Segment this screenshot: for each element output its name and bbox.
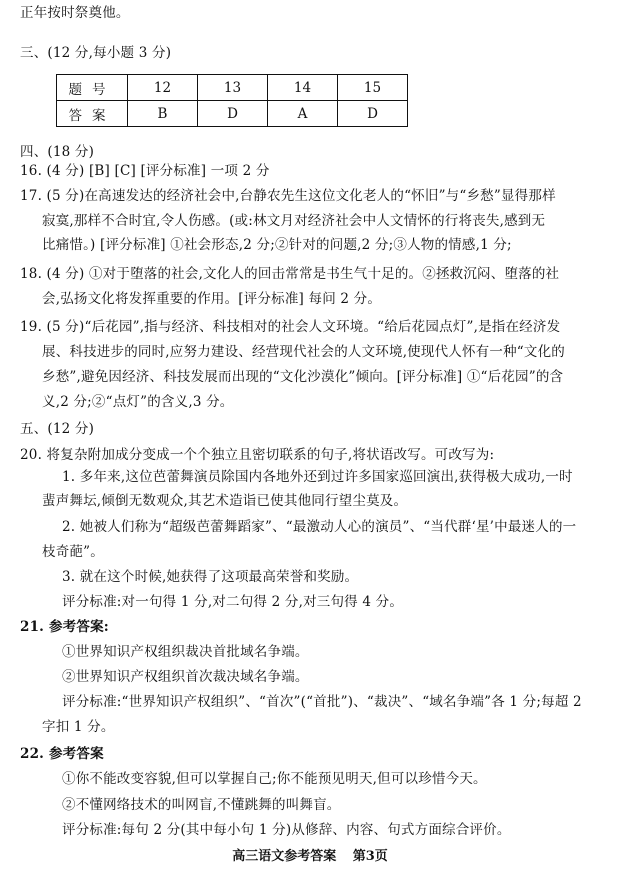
q19-line-4: 义,2 分;②“点灯”的含义,3 分。 [42,394,234,410]
table-header-answer: 答案 [57,101,128,127]
table-cell-question: 15 [338,75,408,101]
q17-line-1: 17. (5 分)在高速发达的经济社会中,台静农先生这位文化老人的“怀旧”与“乡愁”显得那样 [20,188,556,204]
page-footer [0,845,620,864]
table-header-question: 题号 [57,75,128,101]
table-row-questions [57,75,408,101]
q22-heading: 22. 参考答案 [20,746,104,762]
q20-item1-line-1: 1. 多年来,这位芭蕾舞演员除国内各地外还到过许多国家巡回演出,获得极大成功,一时 [62,469,573,485]
table-cell-question: 14 [268,75,338,101]
page-number: 第3页 [352,849,388,864]
q18-line-1: 18. (4 分) ①对于堕落的社会,文化人的回击常常是书生气十足的。②拯救沉闷、堕落的社 [20,266,560,282]
q22-scoring: 评分标准:每句 2 分(其中每小句 1 分)从修辞、内容、句式方面综合评价。 [62,822,511,838]
q21-heading: 21. 参考答案: [20,619,109,635]
q20-intro: 20. 将复杂附加成分变成一个个独立且密切联系的句子,将状语改写。可改写为: [20,447,495,463]
table-row-answers [57,101,408,127]
q21-answer-1: ①世界知识产权组织裁决首批域名争端。 [62,644,309,660]
table-cell-question: 13 [198,75,268,101]
q19-line-1: 19. (5 分)“后花园”,指与经济、科技相对的社会人文环境。“给后花园点灯”,是指在经济发 [20,319,561,335]
table-cell-answer: B [128,101,198,127]
q21-scoring-line-1: 评分标准:“世界知识产权组织”、“首次”(“首批”)、“裁决”、“域名争端”各 1 分;每超 2 [62,694,582,710]
q20-scoring: 评分标准:对一句得 1 分,对二句得 2 分,对三句得 4 分。 [62,594,404,610]
table-cell-answer: D [338,101,408,127]
q20-item2-line-1: 2. 她被人们称为“超级芭蕾舞蹈家”、“最激动人心的演员”、“当代群‘星’中最迷人的一 [62,519,577,535]
section4-heading: 四、(18 分) [20,144,95,160]
q17-line-2: 寂寞,那样不合时宜,令人伤感。(或:林文月对经济社会中人文情怀的行将丧失,感到无 [42,213,546,229]
q19-line-3: 乡愁”,避免因经济、科技发展而出现的“文化沙漠化”倾向。[评分标准] ①“后花园”的含 [42,369,564,385]
footer-title: 高三语文参考答案 [232,849,337,864]
q18-line-2: 会,弘扬文化将发挥重要的作用。[评分标准] 每问 2 分。 [42,291,382,307]
q21-scoring-line-2: 字扣 1 分。 [42,719,115,735]
q20-item1-line-2: 蜚声舞坛,倾倒无数观众,其艺术造诣已使其他同行望尘莫及。 [42,493,408,509]
section3-heading: 三、(12 分,每小题 3 分) [20,45,172,61]
table-cell-answer: D [198,101,268,127]
q20-item3: 3. 就在这个时候,她获得了这项最高荣誉和奖励。 [62,569,359,585]
continued-line: 正年按时祭奠他。 [20,5,130,21]
q22-answer-1: ①你不能改变容貌,但可以掌握自己;你不能预见明天,但可以珍惜今天。 [62,771,487,787]
q20-item2-line-2: 枝奇葩”。 [42,544,104,560]
q17-line-3: 比痛惜。) [评分标准] ①社会形态,2 分;②针对的问题,2 分;③人物的情感,1 分; [42,237,512,253]
q19-line-2: 展、科技进步的同时,应努力建设、经营现代社会的人文环境,使现代人怀有一种“文化的 [42,344,565,360]
table-cell-question: 12 [128,75,198,101]
q22-answer-2: ②不懂网络技术的叫网盲,不懂跳舞的叫舞盲。 [62,797,341,813]
table-cell-answer: A [268,101,338,127]
answer-table [56,74,408,127]
q16-answer: 16. (4 分) [B] [C] [评分标准] 一项 2 分 [20,163,270,179]
q21-answer-2: ②世界知识产权组织首次裁决域名争端。 [62,669,309,685]
section5-heading: 五、(12 分) [20,421,95,437]
